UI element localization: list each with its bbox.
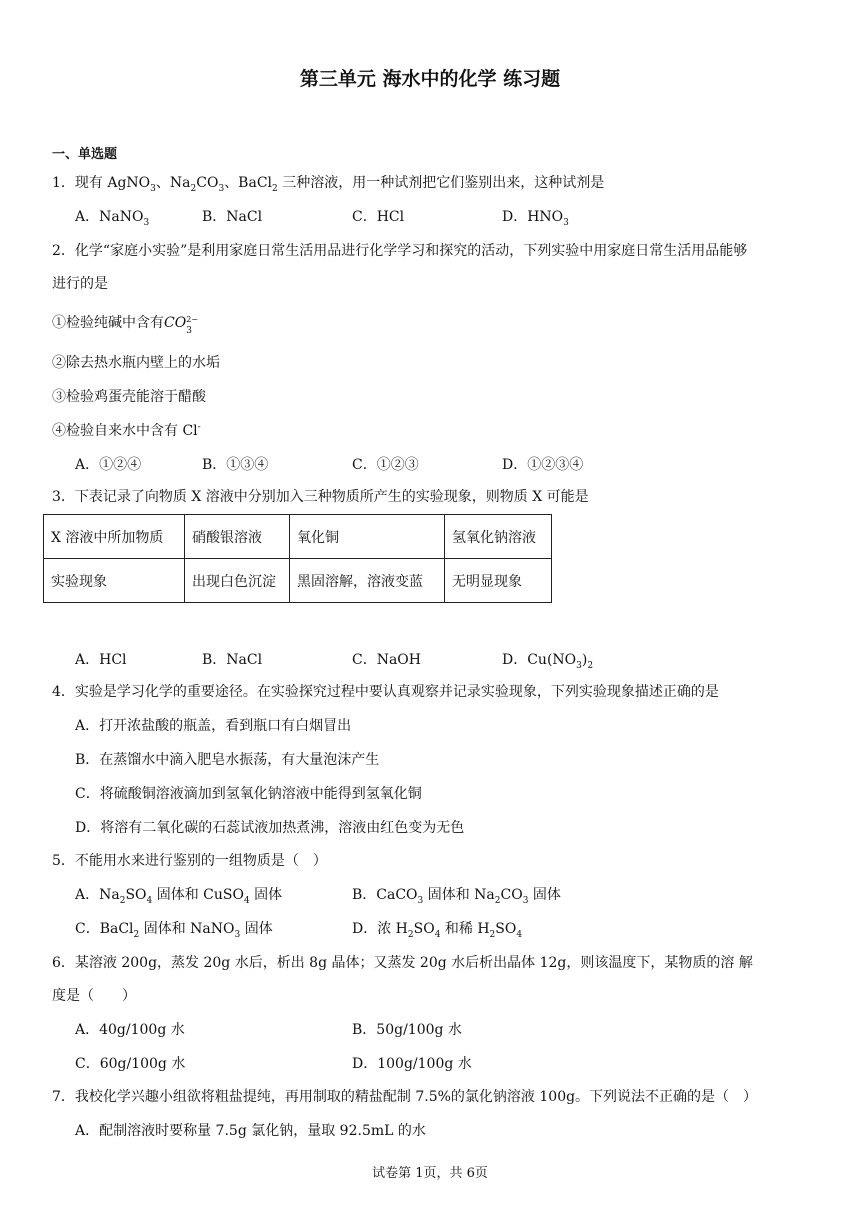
page-title: 第三单元 海水中的化学 练习题 [299,68,561,90]
question-3-option-a: A．HCl [75,652,127,668]
question-5-option-b: B．CaCO$_3$ 固体和 $Na_2CO_3$ 固体 [352,887,561,906]
question-4-stem: 4．实验是学习化学的重要途径。在实验探究过程中要认真观察并记录实验现象，下列实验现象描述正确的是 [52,684,719,700]
question-6-stem-line-1: 6．某溶液 200g，蒸发 20g 水后，析出 8g 晶体；又蒸发 20g 水后析出晶体 12g，则该温度下，某物质的溶 解 [52,955,753,971]
question-4-option-c: C．将硫酸铜溶液滴加到氢氧化钠溶液中能得到氢氧化铜 [75,786,422,802]
question-5-option-d: D．浓 $H_2SO_4$ 和稀 $H_2SO_4$ [352,921,523,940]
question-3-option-d: D．$Cu(NO_3)_2$ [502,652,594,671]
question-2-item-2: ②除去热水瓶内壁上的水垢 [52,355,220,371]
question-6-option-b: B．50g/100g 水 [352,1022,462,1038]
question-2-item-4: ④检验自来水中含有 Cl- [52,422,201,439]
question-3-option-c: C．NaOH [352,652,421,668]
question-7-stem: 7．我校化学兴趣小组欲将粗盐提纯，再用制取的精盐配制 7.5%的氯化钠溶液 100g。下列说法不正确的是（ ） [52,1089,758,1105]
question-2-item-3: ③检验鸡蛋壳能溶于醋酸 [52,389,206,405]
question-2-option-a: A．①②④ [75,457,142,473]
page-footer: 试卷第 1页，共 6页 [372,1166,488,1181]
table-cell: 氧化铜 [290,515,445,559]
question-1-option-d: D．$HNO_3$ [502,209,569,228]
observation-table [43,514,552,603]
table-cell: 硝酸银溶液 [185,515,290,559]
table-cell: 实验现象 [44,559,185,603]
question-2-option-c: C．①②③ [352,457,419,473]
question-6-option-d: D．100g/100g 水 [352,1056,472,1072]
question-6-option-a: A．40g/100g 水 [75,1022,185,1038]
table-row [44,515,552,559]
table-cell: 黑固溶解，溶液变蓝 [290,559,445,603]
table-cell: 氢氧化钠溶液 [445,515,552,559]
table-cell: X 溶液中所加物质 [44,515,185,559]
table-row [44,559,552,603]
question-2-stem-line-1: 2．化学“家庭小实验”是利用家庭日常生活用品进行化学学习和探究的活动，下列实验中用家庭日常生活用品能够 [52,243,748,259]
question-4-option-b: B．在蒸馏水中滴入肥皂水振荡，有大量泡沫产生 [75,752,380,768]
question-1-option-a: A．NaNO$_3$ [75,209,150,228]
question-6-stem-line-2: 度是（ ） [52,988,136,1004]
section-heading: 一、单选题 [52,147,118,162]
question-2-option-b: B．①③④ [202,457,269,473]
question-2-stem-line-2: 进行的是 [52,276,108,292]
question-2-option-d: D．①②③④ [502,457,584,473]
question-5-option-a: A．$Na_2SO_4$ 固体和 CuSO$_4$ 固体 [75,887,283,906]
question-1-stem: 1．现有 AgNO$_3$、$Na_2CO_3$、BaCl$_2$ 三种溶液，用一种试剂把它们鉴别出来，这种试剂是 [52,175,605,194]
question-4-option-a: A．打开浓盐酸的瓶盖，看到瓶口有白烟冒出 [75,718,352,734]
question-3-stem: 3．下表记录了向物质 X 溶液中分别加入三种物质所产生的实验现象，则物质 X 可能是 [52,489,589,505]
question-6-option-c: C．60g/100g 水 [75,1056,186,1072]
question-7-option-a: A．配制溶液时要称量 7.5g 氯化钠，量取 92.5mL 的水 [75,1123,426,1139]
question-4-option-d: D．将溶有二氧化碳的石蕊试液加热煮沸，溶液由红色变为无色 [75,820,465,836]
question-5-option-c: C．BaCl$_2$ 固体和 NaNO$_3$ 固体 [75,921,273,940]
question-1-option-c: C．HCl [352,209,405,225]
question-2-item-1: ①检验纯碱中含有CO 2− 3 [52,315,198,336]
question-5-stem: 5．不能用水来进行鉴别的一组物质是（ ） [52,853,327,869]
table-cell: 无明显现象 [445,559,552,603]
question-3-option-b: B．NaCl [202,652,263,668]
table-cell: 出现白色沉淀 [185,559,290,603]
question-1-option-b: B．NaCl [202,209,263,225]
